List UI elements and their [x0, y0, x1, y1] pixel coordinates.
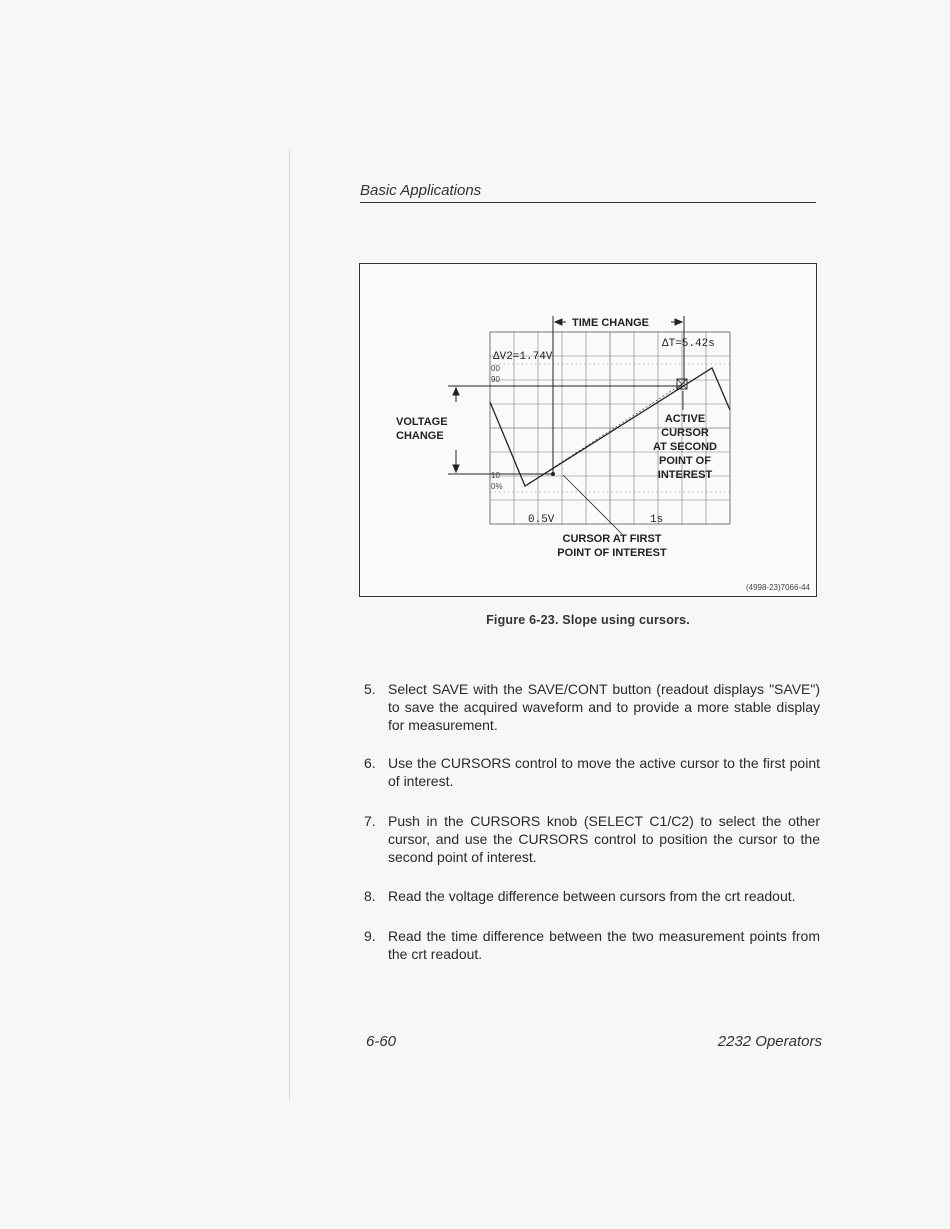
voltage-change-label-2: CHANGE	[396, 430, 444, 442]
voltage-change-label-1: VOLTAGE	[396, 416, 448, 428]
list-item	[360, 927, 820, 963]
manual-title: 2232 Operators	[717, 1033, 822, 1050]
first-cursor-label-1: CURSOR AT FIRST	[562, 533, 662, 545]
list-item	[360, 754, 820, 790]
active-cursor-label-4: POINT OF	[659, 455, 711, 467]
oscilloscope-diagram	[360, 264, 816, 596]
list-item	[360, 887, 820, 905]
volts-div-readout: 0.5V	[528, 514, 555, 526]
figure-caption: Figure 6-23. Slope using cursors.	[486, 613, 690, 627]
step-text: Use the CURSORS control to move the active cursor to the first point of interest.	[388, 755, 820, 789]
first-cursor-label-2: POINT OF INTEREST	[557, 547, 667, 559]
active-cursor-label-3: AT SECOND	[653, 441, 717, 453]
delta-v-readout: ΔV2=1.74V	[493, 351, 553, 363]
page-header	[360, 182, 816, 203]
first-cursor-pointer	[563, 475, 622, 534]
page-number: 6-60	[366, 1033, 397, 1050]
binding-line	[289, 150, 290, 1100]
time-div-readout: 1s	[650, 514, 664, 526]
scale-label-10: 10	[491, 471, 500, 480]
figure-box	[359, 263, 817, 597]
active-cursor-label-2: CURSOR	[661, 427, 709, 439]
scale-label-0: 0%	[491, 482, 503, 491]
part-number: (4998-23)7066-44	[745, 583, 810, 592]
scale-label-00: 00	[491, 364, 500, 373]
step-number: 5.	[364, 681, 376, 697]
step-number: 8.	[364, 888, 376, 904]
step-text: Select SAVE with the SAVE/CONT button (readout displays "SAVE") to save the acquired waveform and to provide a more stable display for measurement.	[388, 681, 820, 733]
list-item	[360, 812, 820, 866]
scale-label-90: 90	[491, 375, 500, 384]
section-title: Basic Applications	[360, 182, 482, 199]
delta-t-readout: ΔT=5.42s	[662, 338, 715, 350]
step-text: Read the time difference between the two measurement points from the crt readout.	[388, 928, 820, 962]
step-text: Push in the CURSORS knob (SELECT C1/C2) to select the other cursor, and use the CURSORS control to position the cursor to the second point of interest.	[388, 813, 820, 865]
step-number: 6.	[364, 755, 376, 771]
step-number: 7.	[364, 813, 376, 829]
first-cursor-marker	[551, 472, 555, 476]
step-number: 9.	[364, 928, 376, 944]
time-change-label: TIME CHANGE	[572, 317, 649, 329]
list-item	[360, 680, 820, 734]
voltage-change-bracket	[448, 386, 553, 474]
step-text: Read the voltage difference between cursors from the crt readout.	[388, 888, 796, 904]
procedure-steps	[360, 680, 820, 963]
active-cursor-label-1: ACTIVE	[664, 413, 706, 425]
active-cursor-label-5: INTEREST	[657, 469, 713, 481]
